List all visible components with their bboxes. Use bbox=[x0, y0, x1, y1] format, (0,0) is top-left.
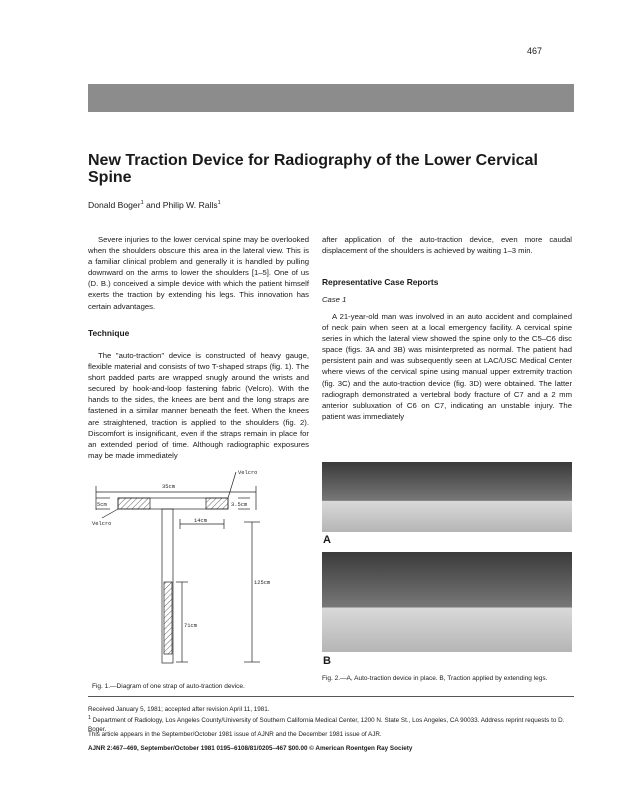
article-title: New Traction Device for Radiography of the Lower Cervical Spine bbox=[88, 152, 538, 186]
affiliation-mark: 1 bbox=[217, 200, 221, 207]
footnote-rule bbox=[88, 696, 574, 697]
page-number: 467 bbox=[526, 46, 542, 56]
label-lower: 71cm bbox=[184, 623, 197, 629]
author-name: Donald Boger bbox=[88, 200, 141, 210]
strap-diagram bbox=[88, 462, 310, 676]
label-width: 35cm bbox=[162, 484, 175, 490]
photo-b-label: B bbox=[323, 655, 331, 667]
affiliation-mark: 1 bbox=[88, 715, 91, 721]
author-joiner: and bbox=[143, 200, 163, 210]
case1-text: A 21-year-old man was involved in an auto accident and complained of neck pain when seen at a local emergency facility. A cervical spine series in which the lateral view showed the spine only to the C5–C6 disc space (figs. 3A and 3B) was misinterpreted as normal. The patient had persistent pain and was subsequently seen at LAC/USC Medical Center where views of the cervical spine using manual upper extremity traction (fig. 3C) and the auto-traction device (fig. 3D) were obtained. The latter radiograph demonstrated a vertebral body fracture of C7 and a 2 mm anterior subluxation of C6 on C7, indicating an unstable injury. The patient was immediately bbox=[322, 312, 572, 421]
header-band bbox=[88, 84, 574, 112]
case-reports-heading: Representative Case Reports bbox=[322, 277, 439, 287]
footnote-dept: Department of Radiology, Los Angeles County/University of Southern California Medical Center, 1200 N. State St., Los Angeles, CA 90033. Address reprint requests to D. Boger. bbox=[88, 717, 565, 733]
citation-line: AJNR 2:467–469, September/October 1981 0195–6108/81/0205–467 $00.00 © American Roentgen Ray Society bbox=[88, 745, 413, 752]
technique-heading: Technique bbox=[88, 328, 130, 338]
label-velcro-top: Velcro bbox=[238, 470, 258, 476]
velcro-pad-left bbox=[118, 498, 150, 509]
label-length: 125cm bbox=[254, 580, 271, 586]
intro-paragraph bbox=[88, 234, 309, 312]
technique-paragraph bbox=[88, 350, 309, 461]
case1-paragraph bbox=[322, 311, 572, 422]
figure1-caption: Fig. 1.—Diagram of one strap of auto-traction device. bbox=[92, 683, 245, 690]
footnote-received: Received January 5, 1981; accepted after revision April 11, 1981. bbox=[88, 706, 270, 713]
label-strap-height: 3.5cm bbox=[231, 502, 248, 508]
author-line bbox=[88, 200, 221, 210]
photo-a-label: A bbox=[323, 534, 331, 546]
continued-paragraph bbox=[322, 234, 572, 256]
label-mid: 14cm bbox=[194, 518, 207, 524]
photo-a bbox=[322, 462, 572, 532]
author-name: Philip W. Ralls bbox=[162, 200, 218, 210]
footnote-appears: This article appears in the September/October 1981 issue of AJNR and the December 1981 issue of AJR. bbox=[88, 731, 382, 738]
continued-text: after application of the auto-traction device, even more caudal displacement of the shoulders is achieved by waiting 1–3 min. bbox=[322, 235, 572, 256]
velcro-pad-stem bbox=[164, 582, 172, 654]
case-label: Case 1 bbox=[322, 295, 347, 304]
label-velcro-bottom: Velcro bbox=[92, 521, 112, 527]
affiliation-mark: 1 bbox=[140, 200, 144, 207]
technique-text: The ''auto-traction'' device is constructed of heavy gauge, flexible material and consists of two T-shaped straps (fig. 1). The short padded parts are wrapped snugly around the wrists and secured by hook-and-loop fastening fabric (Velcro). With the hands to the sides, the knees are bent and the long straps are fastened in a similar manner beneath the feet. When the knees are straightened, traction is applied to the shoulders (fig. 2). Discomfort is insignificant, even if the straps remain in place for an extended period of time. Although radiographic exposures may be made immediately bbox=[88, 351, 309, 460]
figure2-caption: Fig. 2.—A, Auto-traction device in place. B, Traction applied by extending legs. bbox=[322, 675, 548, 682]
label-pad-height: 5cm bbox=[97, 502, 107, 508]
intro-text: Severe injuries to the lower cervical spine may be overlooked when the shoulders obscure this area in the lateral view. This is a familiar clinical problem and generally it is handled by pulling downward on the arms to lower the shoulders [1–5]. One of us (D. B.) conceived a simple device with which the patient himself exerts the traction by extending his legs. This innovation has certain advantages. bbox=[88, 235, 309, 311]
velcro-pad-right bbox=[206, 498, 228, 509]
photo-b bbox=[322, 552, 572, 652]
